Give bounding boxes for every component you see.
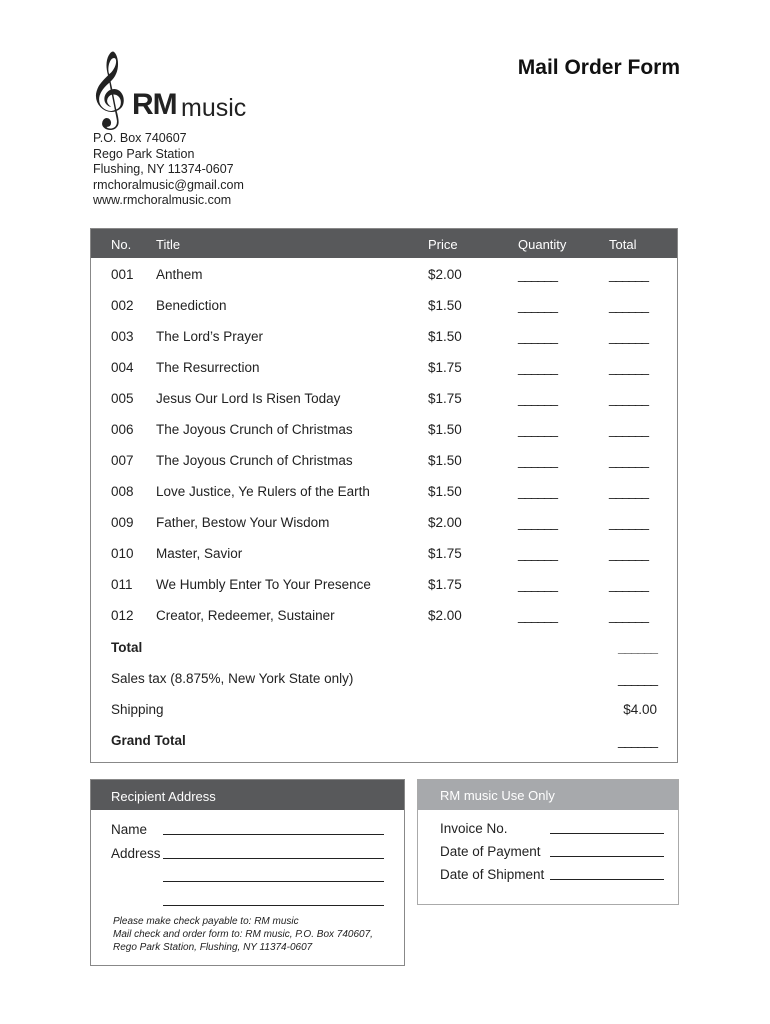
item-quantity-blank[interactable]: ______ — [518, 422, 558, 437]
order-row — [91, 360, 677, 391]
order-row — [91, 391, 677, 422]
payment-instructions — [113, 915, 373, 954]
treble-clef-icon: 𝄞 — [88, 50, 128, 127]
item-quantity-blank[interactable]: ______ — [518, 484, 558, 499]
shipping-label: Shipping — [111, 702, 164, 717]
column-header-quantity: Quantity — [518, 237, 567, 252]
item-title: The Joyous Crunch of Christmas — [156, 422, 353, 437]
shipment-date-label: Date of Shipment — [440, 867, 545, 882]
item-total-blank[interactable]: ______ — [609, 546, 649, 561]
item-quantity-blank[interactable]: ______ — [518, 577, 558, 592]
order-row — [91, 577, 677, 608]
logo-music: music — [181, 94, 247, 122]
item-number: 003 — [111, 329, 134, 344]
item-title: Jesus Our Lord Is Risen Today — [156, 391, 341, 406]
item-title: Love Justice, Ye Rulers of the Earth — [156, 484, 370, 499]
item-number: 002 — [111, 298, 134, 313]
order-row — [91, 329, 677, 360]
order-row — [91, 298, 677, 329]
item-title: The Resurrection — [156, 360, 260, 375]
item-number: 008 — [111, 484, 134, 499]
instruction-line: Rego Park Station, Flushing, NY 11374-0607 — [113, 942, 313, 953]
item-quantity-blank[interactable]: ______ — [518, 453, 558, 468]
item-number: 012 — [111, 608, 134, 623]
sales-tax-label: Sales tax (8.875%, New York State only) — [111, 671, 354, 686]
item-quantity-blank[interactable]: ______ — [518, 298, 558, 313]
rm-music-logo — [88, 50, 248, 127]
item-price: $2.00 — [428, 267, 462, 282]
payment-date-label: Date of Payment — [440, 844, 541, 859]
grand-total-label: Grand Total — [111, 733, 186, 748]
item-price: $1.75 — [428, 546, 462, 561]
address-field-line-3[interactable] — [163, 905, 384, 906]
invoice-field[interactable] — [550, 833, 664, 834]
form-title: Mail Order Form — [517, 56, 680, 79]
column-header-title: Title — [156, 237, 181, 252]
item-price: $1.75 — [428, 577, 462, 592]
item-quantity-blank[interactable]: ______ — [518, 515, 558, 530]
item-number: 005 — [111, 391, 134, 406]
address-field-line-1[interactable] — [163, 858, 384, 859]
shipping-value: $4.00 — [623, 702, 657, 717]
item-number: 007 — [111, 453, 134, 468]
item-title: Creator, Redeemer, Sustainer — [156, 608, 335, 623]
item-quantity-blank[interactable]: ______ — [518, 329, 558, 344]
order-row — [91, 484, 677, 515]
item-total-blank[interactable]: ______ — [609, 422, 649, 437]
invoice-label: Invoice No. — [440, 821, 508, 836]
item-number: 009 — [111, 515, 134, 530]
address-line: Flushing, NY 11374-0607 — [93, 162, 234, 176]
name-field[interactable] — [163, 834, 384, 835]
column-header-total: Total — [609, 237, 637, 252]
item-total-blank[interactable]: ______ — [609, 360, 649, 375]
item-total-blank[interactable]: ______ — [609, 329, 649, 344]
item-price: $1.50 — [428, 422, 462, 437]
item-total-blank[interactable]: ______ — [609, 484, 649, 499]
company-address — [93, 131, 244, 209]
office-use-header — [418, 780, 678, 810]
order-row — [91, 546, 677, 577]
order-table — [90, 228, 678, 763]
shipment-date-field[interactable] — [550, 879, 664, 880]
recipient-address-heading: Recipient Address — [111, 789, 216, 804]
order-row — [91, 608, 677, 639]
item-title: Master, Savior — [156, 546, 243, 561]
item-number: 011 — [111, 577, 133, 592]
shipping-row — [91, 702, 677, 733]
address-line: P.O. Box 740607 — [93, 131, 187, 145]
item-number: 004 — [111, 360, 134, 375]
item-number: 006 — [111, 422, 134, 437]
name-label: Name — [111, 822, 148, 837]
grand-total-row — [91, 733, 677, 764]
item-title: The Joyous Crunch of Christmas — [156, 453, 353, 468]
column-header-no: No. — [111, 237, 132, 252]
website-link[interactable]: www.rmchoralmusic.com — [93, 193, 232, 207]
office-use-heading: RM music Use Only — [440, 788, 555, 803]
sales-tax-blank[interactable]: ______ — [617, 671, 657, 686]
total-row — [91, 640, 677, 671]
sales-tax-row — [91, 671, 677, 702]
logo-rm: RM — [132, 88, 177, 121]
item-price: $1.50 — [428, 298, 462, 313]
order-row — [91, 453, 677, 484]
total-blank[interactable]: ______ — [617, 640, 657, 655]
item-quantity-blank[interactable]: ______ — [518, 608, 558, 623]
recipient-address-box — [90, 779, 405, 966]
payment-date-field[interactable] — [550, 856, 664, 857]
item-quantity-blank[interactable]: ______ — [518, 267, 558, 282]
item-total-blank[interactable]: ______ — [609, 298, 649, 313]
address-label: Address — [111, 846, 161, 861]
item-title: Benediction — [156, 298, 227, 313]
total-label: Total — [111, 640, 143, 655]
item-title: Father, Bestow Your Wisdom — [156, 515, 330, 530]
item-total-blank[interactable]: ______ — [609, 391, 649, 406]
item-price: $1.50 — [428, 484, 462, 499]
order-table-header — [91, 229, 677, 258]
item-price: $1.75 — [428, 391, 462, 406]
item-title: Anthem — [156, 267, 203, 282]
item-number: 001 — [111, 267, 134, 282]
address-field-line-2[interactable] — [163, 881, 384, 882]
office-use-box — [417, 779, 679, 905]
recipient-address-header — [91, 780, 404, 810]
item-title: The Lord’s Prayer — [156, 329, 264, 344]
item-price: $2.00 — [428, 608, 462, 623]
item-title: We Humbly Enter To Your Presence — [156, 577, 371, 592]
item-total-blank[interactable]: ______ — [609, 515, 649, 530]
item-total-blank[interactable]: ______ — [609, 608, 649, 623]
address-line: Rego Park Station — [93, 146, 195, 161]
order-row — [91, 422, 677, 453]
instruction-line: Please make check payable to: RM music — [113, 916, 299, 927]
order-row — [91, 267, 677, 298]
item-price: $2.00 — [428, 515, 462, 530]
instruction-line: Mail check and order form to: RM music, P.O. Box 740607, — [113, 929, 373, 940]
item-price: $1.75 — [428, 360, 462, 375]
item-number: 010 — [111, 546, 134, 561]
item-price: $1.50 — [428, 453, 462, 468]
grand-total-blank[interactable]: ______ — [617, 733, 657, 748]
column-header-price: Price — [428, 237, 458, 252]
item-total-blank[interactable]: ______ — [609, 267, 649, 282]
item-quantity-blank[interactable]: ______ — [518, 360, 558, 375]
order-row — [91, 515, 677, 546]
item-quantity-blank[interactable]: ______ — [518, 546, 558, 561]
item-total-blank[interactable]: ______ — [609, 577, 649, 592]
item-quantity-blank[interactable]: ______ — [518, 391, 558, 406]
item-total-blank[interactable]: ______ — [609, 453, 649, 468]
item-price: $1.50 — [428, 329, 462, 344]
email-link[interactable]: rmchoralmusic@gmail.com — [93, 177, 244, 192]
